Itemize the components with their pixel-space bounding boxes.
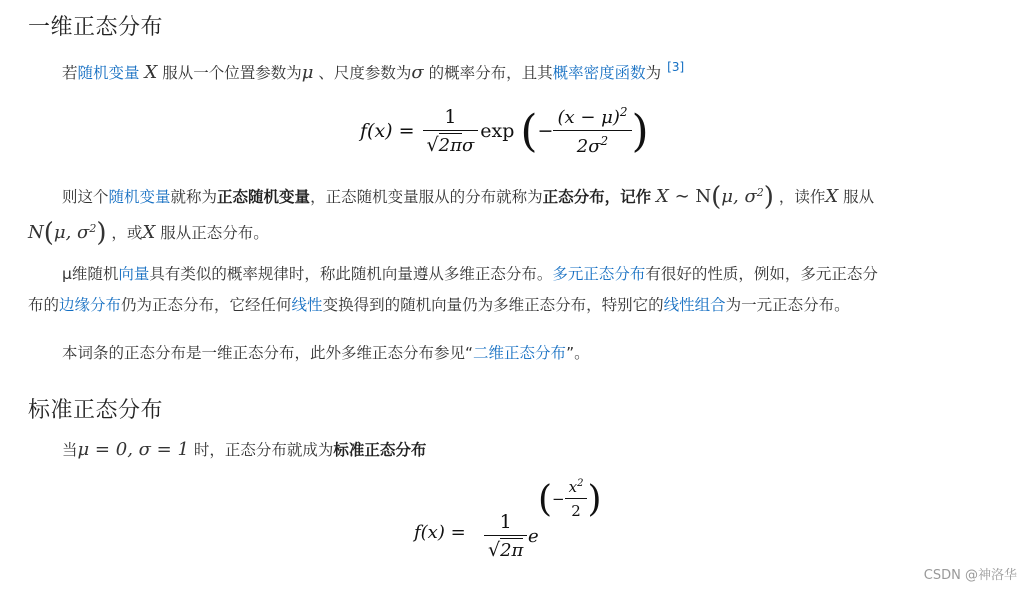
sqrt-symbol: √ — [426, 134, 439, 156]
paragraph-multivariate — [28, 259, 1013, 321]
text: 的概率分布，且其 — [423, 64, 553, 82]
text: 、尺度参数为 — [313, 64, 412, 82]
math-var-x: X — [825, 186, 839, 208]
formula-normal-pdf — [360, 100, 649, 162]
text: 当 — [62, 441, 78, 459]
text: 仍为正态分布，它经任何 — [121, 296, 292, 314]
text: 有很好的性质，例如，多元正态分 — [645, 265, 878, 283]
minus-sign: − — [552, 490, 565, 508]
link-multivariate-normal[interactable]: 多元正态分布 — [552, 265, 646, 283]
paren: ) — [763, 182, 774, 213]
link-random-variable-2[interactable]: 随机变量 — [108, 188, 171, 207]
math-sup: 2 — [89, 222, 97, 236]
text: 服从 — [838, 188, 875, 207]
text: μ维随机 — [62, 265, 119, 283]
denominator-sigma: σ — [461, 135, 475, 156]
link-bivariate-normal[interactable]: 二维正态分布 — [473, 344, 567, 362]
text: 为一元正态分布。 — [725, 296, 850, 314]
fraction-denominator — [423, 131, 479, 156]
text: 为 — [645, 64, 662, 82]
math-var-x: X — [142, 222, 156, 244]
reference-link[interactable]: [3] — [667, 60, 685, 74]
text: ”。 — [566, 344, 590, 362]
math-sup: 2 — [756, 186, 764, 199]
text: 就称为 — [170, 188, 218, 207]
text: ，正态随机变量服从的分布就称为 — [310, 188, 543, 207]
euler-e: e — [528, 526, 539, 547]
text: 若 — [62, 64, 78, 82]
text: 本词条的正态分布是一维正态分布，此外多维正态分布参见“ — [62, 344, 474, 362]
fraction-exponent — [553, 105, 631, 157]
paragraph-notation — [28, 177, 1013, 249]
math-dist-n: N — [28, 222, 44, 244]
text: 变换得到的随机向量仍为多维正态分布，特别它的 — [322, 296, 664, 314]
sqrt-body: 2π — [500, 540, 524, 561]
fraction-normalizer — [423, 106, 479, 156]
sqrt-body: 2π — [438, 135, 462, 156]
section-heading-1d-normal: 一维正态分布 — [28, 15, 164, 40]
text: 服从一个位置参数为 — [157, 64, 302, 82]
bold-term-standard-normal: 标准正态分布 — [333, 441, 427, 459]
math-dist-n: ∼ N — [668, 186, 712, 208]
text: 时，正态分布就成为 — [188, 441, 334, 459]
paragraph-see-also — [28, 338, 1013, 369]
link-random-variable[interactable]: 随机变量 — [77, 64, 140, 82]
exp-function: exp — [480, 120, 515, 142]
exponent-group — [538, 478, 602, 520]
sqrt-symbol: √ — [488, 539, 501, 561]
paragraph-standard-normal — [28, 434, 1013, 466]
fraction-denominator — [484, 536, 527, 561]
exponent-denominator: 2 — [571, 502, 581, 520]
fraction-numerator: 1 — [484, 511, 527, 536]
math-var-x: X — [656, 186, 669, 208]
math-args: μ, σ — [721, 186, 757, 208]
link-linear-combination[interactable]: 线性组合 — [663, 296, 726, 314]
fraction-normalizer — [484, 511, 527, 561]
math-mu: μ — [301, 62, 314, 83]
text: 则这个 — [62, 188, 109, 207]
paren: ) — [96, 218, 107, 249]
paren: ( — [711, 182, 722, 213]
math-args: μ, σ — [53, 222, 90, 244]
link-linear[interactable]: 线性 — [291, 296, 323, 314]
formula-lhs: f(x) = — [360, 120, 415, 142]
text: ，读作 — [773, 188, 826, 207]
exponent-denominator: $2\sigma^2$ — [576, 134, 609, 157]
minus-sign: − — [537, 120, 554, 142]
paragraph-definition — [28, 52, 1013, 89]
paren: ( — [43, 218, 54, 249]
exponent-numerator: $x^2$ — [565, 478, 588, 499]
text: 具有类似的概率规律时，称此随机向量遵从多维正态分布。 — [149, 265, 553, 283]
math-sigma: σ — [411, 62, 424, 83]
left-paren: ( — [520, 105, 538, 157]
right-paren: ) — [587, 478, 602, 520]
watermark: CSDN @神洛华 — [923, 568, 1017, 583]
link-marginal-distribution[interactable]: 边缘分布 — [59, 296, 122, 314]
text: ，或 — [106, 224, 143, 243]
bold-term-normal-dist: 正态分布，记作 — [542, 188, 652, 207]
fraction-numerator: 1 — [423, 106, 479, 131]
text: 服从正态分布。 — [155, 224, 269, 243]
bold-term-normal-rv: 正态随机变量 — [217, 188, 311, 207]
text: 布的 — [28, 296, 60, 314]
exponent-numerator: $(x - \mu)^2$ — [553, 105, 631, 131]
section-heading-standard-normal: 标准正态分布 — [28, 398, 164, 423]
link-vector[interactable]: 向量 — [118, 265, 150, 283]
math-var-x: X — [144, 62, 158, 83]
formula-lhs: f(x) = — [414, 522, 466, 543]
math-params: μ = 0, σ = 1 — [77, 439, 189, 460]
link-pdf[interactable]: 概率密度函数 — [552, 64, 646, 82]
right-paren: ) — [631, 105, 649, 157]
left-paren: ( — [538, 478, 553, 520]
fraction-exponent — [565, 478, 588, 520]
